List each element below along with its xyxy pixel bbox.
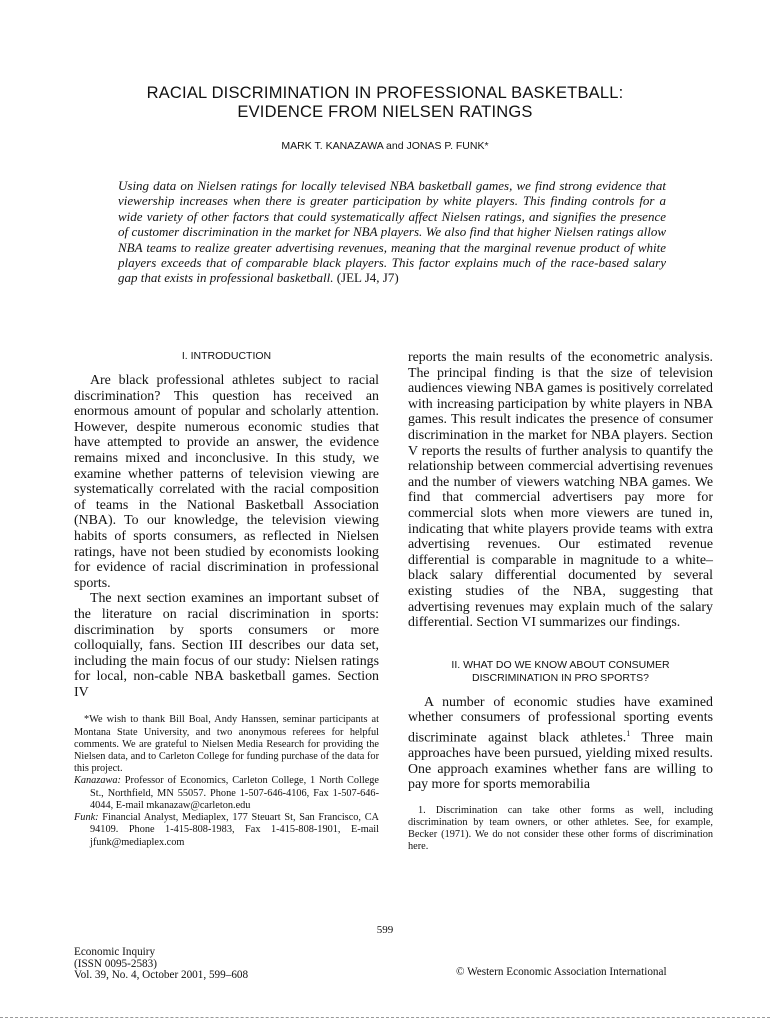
abstract-text: Using data on Nielsen ratings for locally televised NBA basketball games, we find strong evidence that viewership increases when there is greater participation by white players. This finding controls for a wide variety of other factors that could systematically affect Nielsen ratings, and signifies the presence of customer discrimination in the market for NBA players. We also find that higher Nielsen ratings allow NBA teams to realize greater advertising revenues, meaning that the marginal revenue product of white players exceeds that of comparable black players. This factor explains much of the race-based salary gap that exists in professional basketball. bbox=[118, 178, 666, 286]
section-2-text-b: Three main approaches have been pursued, yielding mixed results. One approach examines whether fans are willing to pay more for sports memorabilia bbox=[408, 730, 713, 793]
section-2-heading bbox=[408, 659, 713, 685]
footnotes-right bbox=[408, 805, 713, 854]
funk-label: Funk: bbox=[74, 812, 99, 824]
kanazawa-label: Kanazawa: bbox=[74, 775, 121, 787]
abstract bbox=[118, 178, 666, 286]
title-line-1: RACIAL DISCRIMINATION IN PROFESSIONAL BASKETBALL: bbox=[146, 84, 624, 102]
left-column bbox=[74, 350, 379, 849]
funk-details: Financial Analyst, Mediaplex, 177 Steuart St, San Francisco, CA 94109. Phone 1-415-808-1983, Fax 1-415-808-1901, E-mail jfunk@mediaplex.com bbox=[90, 812, 379, 848]
section-2-text-a: A number of economic studies have examined whether consumers of professional sporting events discriminate against black athletes. bbox=[408, 694, 713, 746]
intro-paragraph-3: reports the main results of the econometric analysis. The principal finding is that the size of television audiences viewing NBA games is positively correlated with increasing participation by white players in NBA games. This result indicates the presence of consumer discrimination in the market for NBA players. Section V reports the results of further analysis to quantify the relationship between commercial advertising revenues and the number of viewers watching NBA games. We find that commercial advertisers pay more for commercial slots when more viewers are tuned in, indicating that white players provide teams with extra advertising revenues. Our estimated revenue differential is comparable in magnitude to a white–black salary differential documented by several existing studies of the NBA, suggesting that advertising revenues may explain much of the salary differential. Section VI summarizes our findings. bbox=[408, 350, 713, 631]
bottom-divider bbox=[0, 1017, 770, 1018]
kanazawa-affiliation bbox=[74, 775, 379, 812]
section-2-heading-line-1: II. WHAT DO WE KNOW ABOUT CONSUMER bbox=[451, 658, 670, 671]
jel-codes: (JEL J4, J7) bbox=[336, 270, 399, 286]
journal-volume: Vol. 39, No. 4, October 2001, 599–608 bbox=[74, 969, 249, 981]
journal-name: Economic Inquiry bbox=[74, 946, 156, 958]
intro-paragraph-1: Are black professional athletes subject to racial discrimination? This question has received an enormous amount of popular and scholarly attention. However, despite numerous economic studies that have attempted to provide an answer, the evidence remains mixed and inconclusive. In this study, we examine whether patterns of television viewing are systematically correlated with the racial composition of teams in the National Basketball Association (NBA). To our knowledge, the television viewing habits of sports consumers, as reflected in Nielsen ratings, have not been studied by economists looking for evidence of racial discrimination in professional sports. bbox=[74, 373, 379, 591]
section-2-paragraph-1 bbox=[408, 695, 713, 793]
journal-issn: (ISSN 0095-2583) bbox=[74, 957, 157, 970]
section-2-heading-line-2: DISCRIMINATION IN PRO SPORTS? bbox=[472, 671, 649, 684]
authors: MARK T. KANAZAWA and JONAS P. FUNK* bbox=[281, 140, 489, 152]
section-1-heading: I. INTRODUCTION bbox=[181, 350, 272, 362]
kanazawa-details: Professor of Economics, Carleton College, 1 North College St., Northfield, MN 55057. Phone 1-507-646-4106, Fax 1-507-646-4044, E-mail mkanazaw@carleton.edu bbox=[90, 775, 379, 811]
intro-paragraph-2: The next section examines an important subset of the literature on racial discrimination in sports: discrimination by sports consumers or more colloquially, fans. Section III describes our data set, including the main focus of our study: Nielsen ratings for local, non-cable NBA basketball games. Section IV bbox=[74, 591, 379, 700]
acknowledgment-footnote: *We wish to thank Bill Boal, Andy Hanssen, seminar participants at Montana State University, and two anonymous referees for helpful comments. We are grateful to Nielsen Media Research for providing the Nielsen data, and to Carleton College for funding purchase of the data for this project. bbox=[74, 714, 379, 775]
page-number: 599 bbox=[376, 924, 394, 936]
title-line-2: EVIDENCE FROM NIELSEN RATINGS bbox=[237, 103, 533, 121]
paper-title bbox=[80, 84, 690, 122]
journal-info bbox=[74, 947, 248, 982]
copyright-notice: © Western Economic Association International bbox=[456, 966, 667, 978]
funk-affiliation bbox=[74, 812, 379, 849]
right-column bbox=[408, 350, 713, 854]
footnote-1: 1. Discrimination can take other forms as well, including discrimination by team owners, or other athletes. See, for example, Becker (1971). We do not consider these other forms of discrimination here. bbox=[408, 804, 713, 853]
footnotes-left bbox=[74, 714, 379, 848]
footnote-marker-1: 1 bbox=[626, 728, 631, 738]
